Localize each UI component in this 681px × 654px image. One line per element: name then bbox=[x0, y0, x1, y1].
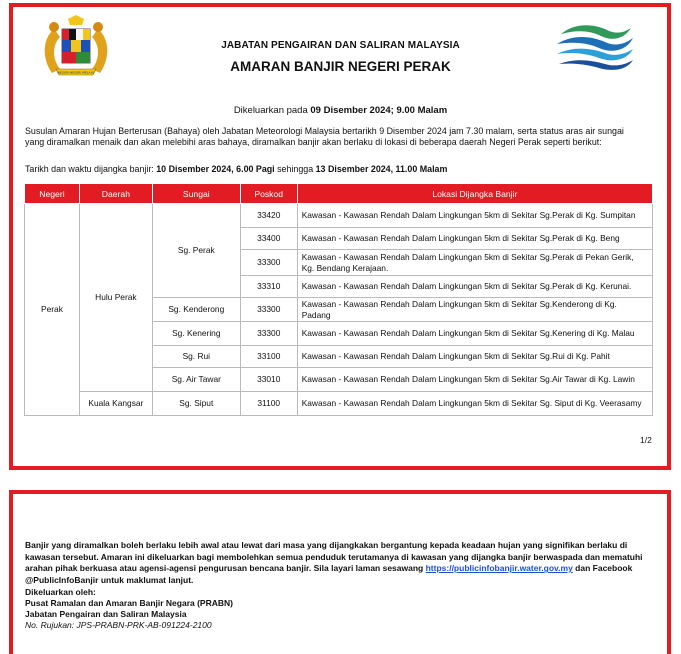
flood-period-prefix: Tarikh dan waktu dijangka banjir: bbox=[25, 164, 157, 174]
table-header-row bbox=[25, 184, 653, 204]
cell-lokasi: Kawasan - Kawasan Rendah Dalam Lingkungan 5km di Sekitar Sg. Siput di Kg. Veerasamy bbox=[297, 392, 652, 416]
cell-sungai: Sg. Siput bbox=[152, 392, 240, 416]
header-negeri: Negeri bbox=[25, 184, 80, 204]
header-sungai: Sungai bbox=[152, 184, 240, 204]
document-title: AMARAN BANJIR NEGERI PERAK bbox=[230, 59, 451, 74]
notice-text: Banjir yang diramalkan boleh berlaku lebih awal atau lewat dari masa yang dijangkakan bergantung kepada keadaan hujan yang signifikan berlaku di kawasan tersebut. Amaran ini dikeluarkan bagi membolehkan semua penduduk terutamanya di kawasan yang dijangka banjir berwaspada dan mematuhi arahan pihak berkuasa atau agensi-agensi pengurusan bencana banjir. Sila layari laman sesawang bbox=[25, 540, 643, 574]
cell-sungai: Sg. Rui bbox=[152, 346, 240, 368]
issuing-centre: Pusat Ramalan dan Amaran Banjir Negara (PRABN) bbox=[25, 598, 233, 608]
issuing-department: Jabatan Pengairan dan Saliran Malaysia bbox=[25, 609, 187, 619]
cell-poskod: 31100 bbox=[240, 392, 297, 416]
cell-lokasi: Kawasan - Kawasan Rendah Dalam Lingkungan 5km di Sekitar Sg.Air Tawar di Kg. Lawin bbox=[297, 368, 652, 392]
cell-daerah: Hulu Perak bbox=[79, 204, 152, 392]
reference-number: No. Rujukan: JPS-PRABN-PRK-AB-091224-2100 bbox=[25, 620, 212, 630]
cell-sungai: Sg. Perak bbox=[152, 204, 240, 298]
signature-block bbox=[25, 587, 233, 631]
flood-period-connector: sehingga bbox=[274, 164, 316, 174]
cell-sungai: Sg. Air Tawar bbox=[152, 368, 240, 392]
flood-location-table bbox=[24, 183, 653, 416]
cell-poskod: 33300 bbox=[240, 298, 297, 322]
publicinfobanjir-link[interactable]: https://publicinfobanjir.water.gov.my bbox=[425, 563, 573, 574]
issued-date-line bbox=[0, 105, 681, 116]
cell-poskod: 33300 bbox=[240, 322, 297, 346]
flood-period-line bbox=[25, 164, 447, 174]
cell-sungai: Sg. Kenderong bbox=[152, 298, 240, 322]
cell-lokasi: Kawasan - Kawasan Rendah Dalam Lingkungan 5km di Sekitar Sg.Perak di Kg. Sumpitan bbox=[297, 204, 652, 228]
header-lokasi: Lokasi Dijangka Banjir bbox=[297, 184, 652, 204]
cell-poskod: 33400 bbox=[240, 228, 297, 250]
cell-lokasi: Kawasan - Kawasan Rendah Dalam Lingkungan 5km di Sekitar Sg.Kenderong di Kg. Padang bbox=[297, 298, 652, 322]
cell-lokasi: Kawasan - Kawasan Rendah Dalam Lingkungan 5km di Sekitar Sg.Kenering di Kg. Malau bbox=[297, 322, 652, 346]
cell-poskod: 33420 bbox=[240, 204, 297, 228]
header-daerah: Daerah bbox=[79, 184, 152, 204]
table-row bbox=[25, 204, 653, 228]
cell-poskod: 33100 bbox=[240, 346, 297, 368]
cell-lokasi: Kawasan - Kawasan Rendah Dalam Lingkungan 5km di Sekitar Sg.Perak di Kg. Beng bbox=[297, 228, 652, 250]
cell-lokasi: Kawasan - Kawasan Rendah Dalam Lingkungan 5km di Sekitar Sg.Perak di Pekan Gerik, Kg. Bendang Kerajaan. bbox=[297, 250, 652, 276]
page-number: 1/2 bbox=[640, 435, 652, 445]
cell-daerah: Kuala Kangsar bbox=[79, 392, 152, 416]
intro-paragraph: Susulan Amaran Hujan Berterusan (Bahaya) oleh Jabatan Meteorologi Malaysia bertarikh 9 Disember 2024 jam 7.30 malam, serta status aras air sungai yang diramalkan menaik dan akan melebihi aras bahaya, diramalkan banjir akan berlaku di lokasi di beberapa daerah Negeri Perak seperti berikut: bbox=[25, 126, 624, 148]
cell-poskod: 33310 bbox=[240, 276, 297, 298]
cell-lokasi: Kawasan - Kawasan Rendah Dalam Lingkungan 5km di Sekitar Sg.Perak di Kg. Kerunai. bbox=[297, 276, 652, 298]
notice-text-end: dan Facebook @PublicInfoBanjir untuk maklumat lanjut. bbox=[25, 563, 633, 585]
issued-prefix: Dikeluarkan pada bbox=[233, 105, 311, 116]
cell-poskod: 33300 bbox=[240, 250, 297, 276]
notice-paragraph bbox=[25, 540, 655, 586]
issued-datetime: 09 Disember 2024; 9.00 Malam bbox=[310, 105, 448, 116]
flood-period-end: 13 Disember 2024, 11.00 Malam bbox=[315, 164, 448, 174]
cell-negeri: Perak bbox=[25, 204, 80, 416]
crest-motto: NEGERI-NEGERI MELAYU bbox=[57, 70, 95, 75]
table-row bbox=[25, 392, 653, 416]
cell-lokasi: Kawasan - Kawasan Rendah Dalam Lingkungan 5km di Sekitar Sg.Rui di Kg. Pahit bbox=[297, 346, 652, 368]
cell-poskod: 33010 bbox=[240, 368, 297, 392]
organisation-name: JABATAN PENGAIRAN DAN SALIRAN MALAYSIA bbox=[221, 40, 460, 51]
flood-period-start: 10 Disember 2024, 6.00 Pagi bbox=[156, 164, 275, 174]
issued-by-label: Dikeluarkan oleh: bbox=[25, 587, 96, 597]
header-poskod: Poskod bbox=[240, 184, 297, 204]
cell-sungai: Sg. Kenering bbox=[152, 322, 240, 346]
